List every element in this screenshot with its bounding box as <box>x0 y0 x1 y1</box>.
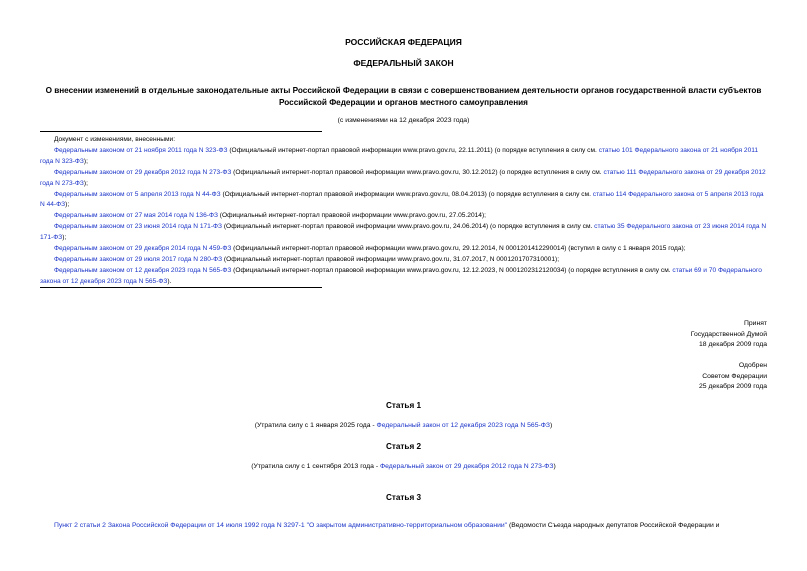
change-law-link[interactable]: Федеральным законом от 29 декабря 2012 года N 273-ФЗ <box>54 168 232 176</box>
article-2-heading: Статья 2 <box>385 442 422 451</box>
change-law-link[interactable]: Федеральным законом от 29 июля 2017 года N 280-ФЗ <box>54 255 223 263</box>
article-2-repeal-link[interactable]: Федеральный закон от 29 декабря 2012 года N 273-ФЗ <box>379 463 554 470</box>
change-item: Федеральным законом от 29 декабря 2014 года N 459-ФЗ (Официальный интернет-портал правовой информации www.pravo.gov.ru, 29.12.2014, N 0001201412290014) (вступил в силу с 1 января 2015 года); <box>54 245 686 253</box>
document-title: О внесении изменений в отдельные законодательные акты Российской Федерации в связи с совершенствованием деятельности органов государственной власти субъектов Российской Федерации и органов местного самоуправления <box>45 86 762 107</box>
approved-date: 25 декабря 2009 года <box>699 383 767 390</box>
change-article-link[interactable]: статью 114 Федерального закона от 5 апреля 2013 года N 44-ФЗ <box>40 190 764 209</box>
top-divider <box>40 131 322 132</box>
change-article-link[interactable]: статью 111 Федерального закона от 29 декабря 2012 года N 273-ФЗ <box>40 168 766 187</box>
adopted-body: Государственной Думой <box>690 330 767 338</box>
change-law-link[interactable]: Федеральным законом от 21 ноября 2011 года N 323-ФЗ <box>54 146 228 154</box>
adopted-label: Принят <box>743 320 767 327</box>
changes-list <box>40 135 770 288</box>
edition-note: (с изменениями на 12 декабря 2023 года) <box>337 117 470 124</box>
change-item: Федеральным законом от 12 декабря 2023 года N 565-ФЗ (Официальный интернет-портал правовой информации www.pravo.gov.ru, 12.12.2023, N 0001202312120034) (о порядке вступления в силу см. статьи 69 и 70 Федерального закона от 12 декабря 2023 года N 565-ФЗ). <box>40 266 762 285</box>
change-article-link[interactable]: статью 35 Федерального закона от 23 июня 2014 года N 171-ФЗ <box>40 223 767 242</box>
article-3-law-link[interactable]: Пункт 2 статьи 2 Закона Российской Федерации от 14 июля 1992 года N 3297-1 "О закрытом административно-территориальном образовании" <box>54 522 508 529</box>
approved-body: Советом Федерации <box>702 372 767 380</box>
approved-label: Одобрен <box>738 362 767 369</box>
adopted-date: 18 декабря 2009 года <box>699 341 767 348</box>
change-law-link[interactable]: Федеральным законом от 29 декабря 2014 года N 459-ФЗ <box>54 245 232 253</box>
change-law-link[interactable]: Федеральным законом от 27 мая 2014 года N 136-ФЗ <box>54 212 218 220</box>
change-item: Федеральным законом от 21 ноября 2011 года N 323-ФЗ (Официальный интернет-портал правовой информации www.pravo.gov.ru, 22.11.2011) (о порядке вступления в силу см. статью 101 Федерального закона от 21 ноября 2011 года N 323-ФЗ); <box>40 146 759 165</box>
approved-block <box>567 361 767 393</box>
change-article-link[interactable]: статьи 69 и 70 Федерального закона от 12 декабря 2023 года N 565-ФЗ <box>40 266 762 285</box>
change-item: Федеральным законом от 29 июля 2017 года N 280-ФЗ (Официальный интернет-портал правовой информации www.pravo.gov.ru, 31.07.2017, N 0001201707310001); <box>54 255 560 263</box>
country-heading: РОССИЙСКАЯ ФЕДЕРАЦИЯ <box>345 37 462 47</box>
change-item: Федеральным законом от 29 декабря 2012 года N 273-ФЗ (Официальный интернет-портал правовой информации www.pravo.gov.ru, 30.12.2012) (о порядке вступления в силу см. статью 111 Федерального закона от 29 декабря 2012 года N 273-ФЗ); <box>40 168 766 187</box>
article-2-text: (Утратила силу с 1 сентября 2013 года - Федеральный закон от 29 декабря 2012 года N 273-ФЗ) <box>251 463 556 470</box>
change-item: Федеральным законом от 27 мая 2014 года N 136-ФЗ (Официальный интернет-портал правовой информации www.pravo.gov.ru, 27.05.2014); <box>54 212 486 220</box>
adopted-block <box>567 319 767 351</box>
article-3-paragraph: Пункт 2 статьи 2 Закона Российской Федерации от 14 июля 1992 года N 3297-1 "О закрытом административно-территориальном образовании" (Ведомости Съезда народных депутатов Российской Федерации и <box>54 522 720 529</box>
article-3-heading: Статья 3 <box>385 493 422 502</box>
law-type-heading: ФЕДЕРАЛЬНЫЙ ЗАКОН <box>353 58 454 68</box>
change-item: Федеральным законом от 5 апреля 2013 года N 44-ФЗ (Официальный интернет-портал правовой информации www.pravo.gov.ru, 08.04.2013) (о порядке вступления в силу см. статью 114 Федерального закона от 5 апреля 2013 года N 44-ФЗ); <box>40 190 764 209</box>
change-article-link[interactable]: статью 101 Федерального закона от 21 ноября 2011 года N 323-ФЗ <box>40 146 759 165</box>
article-1-repeal-link[interactable]: Федеральный закон от 12 декабря 2023 года N 565-ФЗ <box>376 422 551 429</box>
change-law-link[interactable]: Федеральным законом от 5 апреля 2013 года N 44-ФЗ <box>54 190 221 198</box>
change-item: Федеральным законом от 23 июня 2014 года N 171-ФЗ (Официальный интернет-портал правовой информации www.pravo.gov.ru, 24.06.2014) (о порядке вступления в силу см. статью 35 Федерального закона от 23 июня 2014 года N 171-ФЗ); <box>40 223 767 242</box>
article-1-heading: Статья 1 <box>385 401 422 410</box>
change-law-link[interactable]: Федеральным законом от 12 декабря 2023 года N 565-ФЗ <box>54 266 232 274</box>
bottom-divider <box>40 287 322 288</box>
change-law-link[interactable]: Федеральным законом от 23 июня 2014 года N 171-ФЗ <box>54 223 223 231</box>
article-1-text: (Утратила силу с 1 января 2025 года - Федеральный закон от 12 декабря 2023 года N 565-ФЗ) <box>254 422 553 429</box>
changes-intro: Документ с изменениями, внесенными: <box>54 136 176 143</box>
